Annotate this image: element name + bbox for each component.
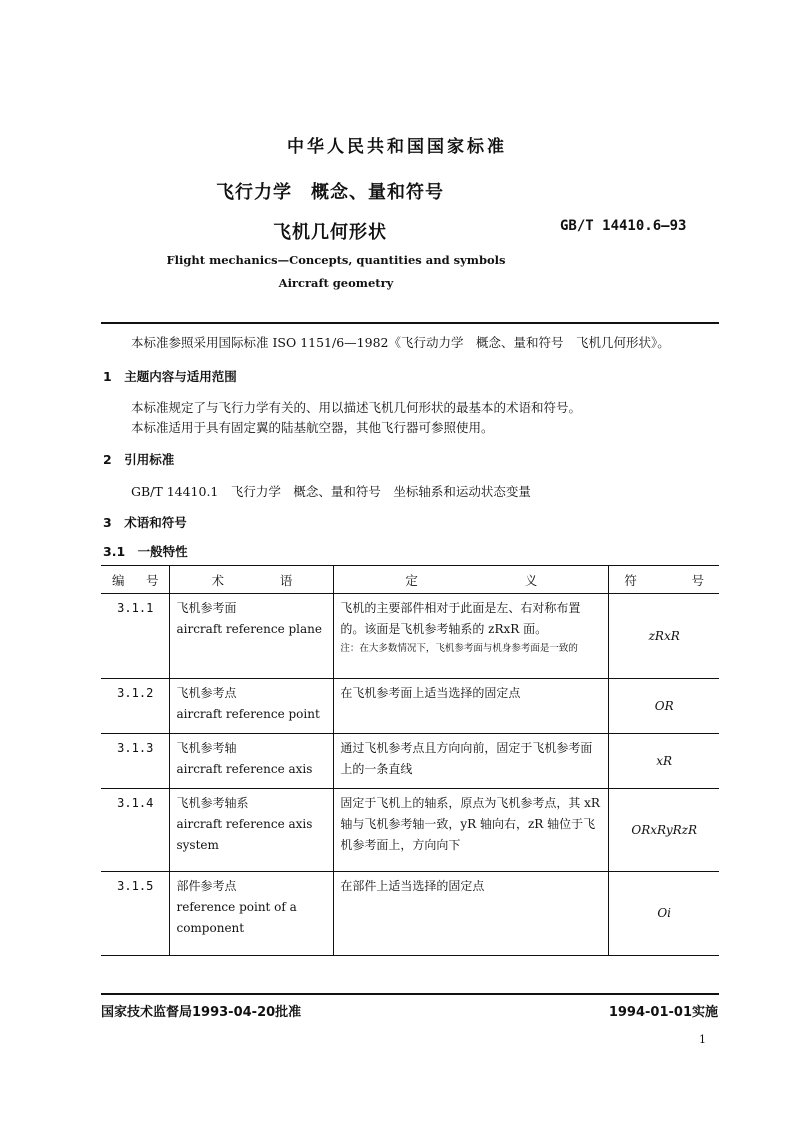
term-en: aircraft reference axis system	[176, 817, 313, 852]
table-row	[101, 789, 719, 872]
term-cn: 飞机参考轴	[176, 741, 237, 755]
table-header-row	[101, 566, 719, 594]
definition-text: 在部件上适当选择的固定点	[340, 879, 485, 893]
header-no: 编 号	[101, 566, 170, 594]
definition-note: 注：在大多数情况下，飞机参考面与机身参考面是一致的	[340, 643, 578, 654]
term-cn: 飞机参考面	[176, 601, 237, 615]
term-cell	[170, 872, 334, 956]
standard-code: GB/T 14410.6—93	[560, 218, 687, 234]
row-number: 3.1.4	[101, 789, 170, 872]
section-3-1-title: 3.1 一般特性	[103, 544, 188, 559]
definition-cell	[334, 789, 609, 872]
row-number: 3.1.2	[101, 679, 170, 734]
effective-date: 1994-01-01实施	[608, 1005, 718, 1020]
header-definition: 定 义	[334, 566, 609, 594]
terms-table	[101, 565, 719, 956]
symbol-cell: zRxR	[609, 594, 719, 679]
title-cn-line2: 飞机几何形状	[273, 222, 387, 243]
intro-paragraph: 本标准参照采用国际标准 ISO 1151/6—1982《飞行动力学 概念、量和符号 飞机几何形状》。	[131, 335, 670, 350]
definition-text: 在飞机参考面上适当选择的固定点	[340, 686, 521, 700]
definition-cell	[334, 679, 609, 734]
term-en: aircraft reference axis	[176, 762, 313, 776]
section-2-reference: GB/T 14410.1 飞行力学 概念、量和符号 坐标轴系和运动状态变量	[131, 484, 531, 499]
table-row	[101, 594, 719, 679]
title-en-line1: Flight mechanics—Concepts, quantities and symbols	[166, 253, 506, 267]
symbol-cell: Oi	[609, 872, 719, 956]
symbol-cell: ORxRyRzR	[609, 789, 719, 872]
footer-divider	[101, 993, 719, 995]
term-en: aircraft reference point	[176, 707, 320, 721]
term-cell	[170, 594, 334, 679]
definition-text: 固定于飞机上的轴系，原点为飞机参考点，其 xR 轴与飞机参考轴一致，yR 轴向右，zR 轴位于飞机参考面上，方向向下	[340, 796, 600, 852]
table-row	[101, 872, 719, 956]
term-cell	[170, 734, 334, 789]
row-number: 3.1.5	[101, 872, 170, 956]
term-cell	[170, 679, 334, 734]
definition-cell	[334, 594, 609, 679]
term-en: aircraft reference plane	[176, 622, 322, 636]
term-cn: 部件参考点	[176, 879, 237, 893]
title-en-line2: Aircraft geometry	[278, 276, 394, 290]
definition-text: 飞机的主要部件相对于此面是左、右对称布置的。该面是飞机参考轴系的 zRxR 面。	[340, 601, 581, 636]
national-standard-heading: 中华人民共和国国家标准	[287, 137, 507, 157]
header-divider	[101, 322, 719, 324]
section-1-paragraph-1: 本标准规定了与飞行力学有关的、用以描述飞机几何形状的最基本的术语和符号。	[131, 400, 582, 415]
term-cell	[170, 789, 334, 872]
symbol-cell: OR	[609, 679, 719, 734]
definition-cell	[334, 734, 609, 789]
definition-text: 通过飞机参考点且方向向前，固定于飞机参考面上的一条直线	[340, 741, 593, 776]
section-3-title: 3 术语和符号	[103, 515, 187, 530]
term-cn: 飞机参考点	[176, 686, 237, 700]
symbol-cell: xR	[609, 734, 719, 789]
row-number: 3.1.1	[101, 594, 170, 679]
definition-cell	[334, 872, 609, 956]
section-1-paragraph-2: 本标准适用于具有固定翼的陆基航空器，其他飞行器可参照使用。	[131, 420, 494, 435]
section-2-title: 2 引用标准	[103, 452, 175, 467]
page-number: 1	[699, 1033, 706, 1046]
title-cn-line1: 飞行力学 概念、量和符号	[216, 182, 444, 203]
header-term: 术 语	[170, 566, 334, 594]
header-symbol: 符 号	[609, 566, 719, 594]
section-1-title: 1 主题内容与适用范围	[103, 369, 237, 384]
term-en: reference point of a component	[176, 900, 297, 935]
row-number: 3.1.3	[101, 734, 170, 789]
table-row	[101, 679, 719, 734]
table-row	[101, 734, 719, 789]
approval-date: 国家技术监督局1993-04-20批准	[101, 1005, 302, 1020]
term-cn: 飞机参考轴系	[176, 796, 249, 810]
